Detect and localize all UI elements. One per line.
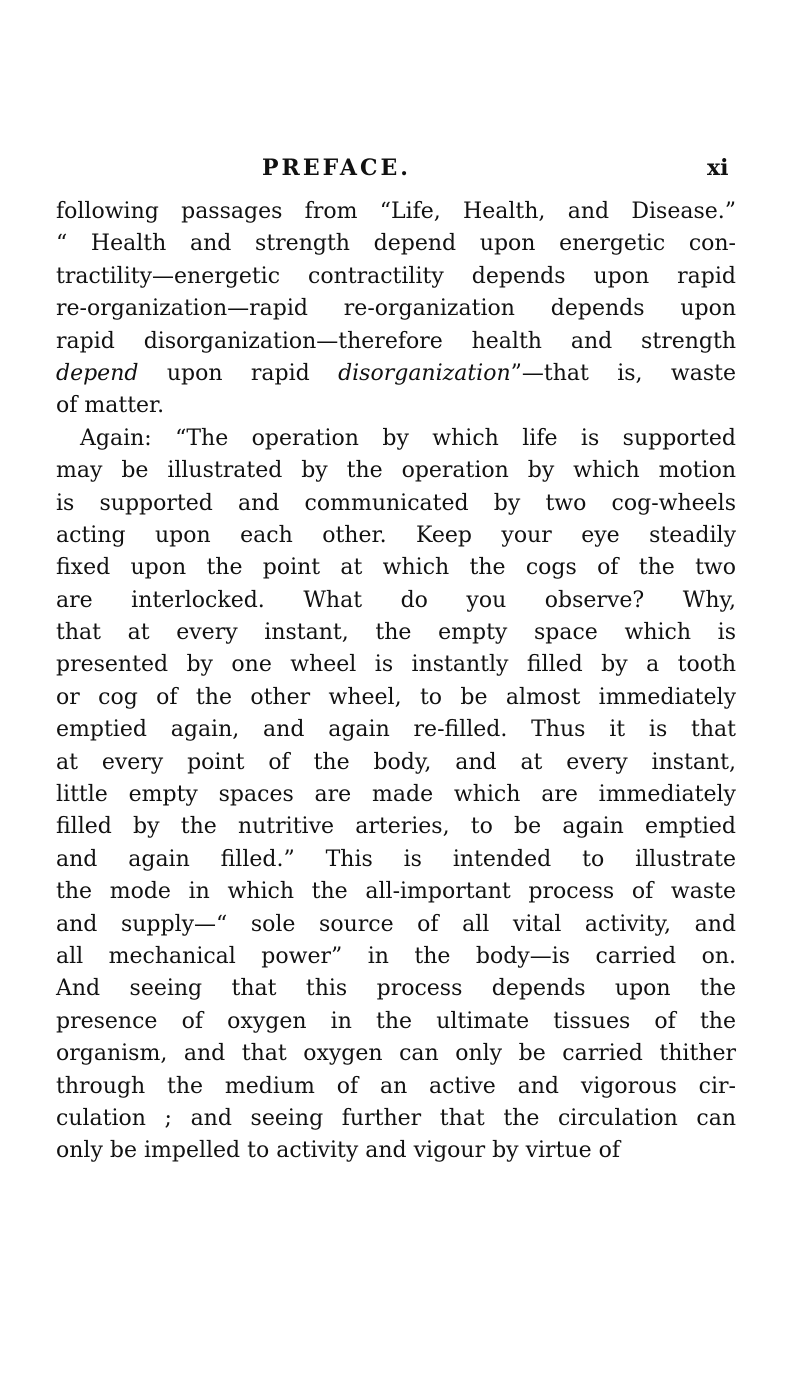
body-text (56, 196, 736, 1168)
text-line (56, 423, 736, 455)
text-line (56, 293, 736, 325)
text-run: presented by one wheel is instantly filled by a tooth (56, 652, 736, 678)
text-run: ”—that is, waste (510, 360, 736, 386)
text-line (56, 585, 736, 617)
text-line (56, 1135, 736, 1167)
text-line (56, 779, 736, 811)
text-run: filled by the nutritive arteries, to be again emptied (56, 814, 736, 840)
text-run: little empty spaces are made which are immediately (56, 782, 736, 808)
text-line (56, 228, 736, 260)
text-run: culation ; and seeing further that the circulation can (56, 1105, 736, 1131)
text-line (56, 1038, 736, 1070)
text-line (56, 844, 736, 876)
text-line (56, 617, 736, 649)
text-line (56, 326, 736, 358)
text-run: only be impelled to activity and vigour by virtue of (56, 1138, 620, 1164)
text-line (56, 390, 736, 422)
text-run: or cog of the other wheel, to be almost immediately (56, 684, 736, 710)
text-line (56, 811, 736, 843)
text-line (56, 714, 736, 746)
text-run: following passages from “Life, Health, and Disease.” (56, 199, 736, 224)
text-run: the mode in which the all-important process of waste (56, 879, 736, 905)
text-line (56, 747, 736, 779)
text-line (56, 1103, 736, 1135)
text-line (56, 261, 736, 293)
text-line (56, 1071, 736, 1103)
text-run: at every point of the body, and at every instant, (56, 749, 736, 775)
text-run: fixed upon the point at which the cogs of the two (56, 555, 736, 581)
text-run: rapid disorganization—therefore health and strength (56, 328, 736, 354)
text-run: of matter. (56, 393, 165, 419)
text-run: upon rapid (138, 360, 339, 386)
page-header (0, 155, 800, 185)
text-line (56, 196, 736, 228)
text-run: tractility—energetic contractility depends upon rapid (56, 263, 736, 289)
italic-text: disorganization (338, 360, 511, 386)
text-run: organism, and that oxygen can only be carried thither (56, 1041, 736, 1067)
text-run: all mechanical power” in the body—is carried on. (56, 943, 736, 969)
text-run: that at every instant, the empty space which is (56, 620, 736, 646)
text-line (56, 909, 736, 941)
text-run: and supply—“ sole source of all vital activity, and (56, 911, 736, 937)
text-line (56, 358, 736, 390)
running-head: PREFACE. (262, 155, 411, 181)
text-line (56, 1006, 736, 1038)
italic-text: depend (56, 360, 139, 386)
text-run: presence of oxygen in the ultimate tissues of the (56, 1008, 736, 1034)
text-line (56, 649, 736, 681)
text-run: emptied again, and again re-filled. Thus it is that (56, 717, 736, 743)
text-line (56, 552, 736, 584)
text-line (56, 973, 736, 1005)
text-run: is supported and communicated by two cog-wheels (56, 490, 736, 516)
text-line (56, 941, 736, 973)
text-run: are interlocked. What do you observe? Why, (56, 587, 736, 613)
text-line (56, 520, 736, 552)
text-run: acting upon each other. Keep your eye steadily (56, 522, 736, 548)
text-run: “ Health and strength depend upon energetic con- (56, 231, 736, 257)
text-line (56, 488, 736, 520)
page-number: xi (707, 155, 729, 181)
text-run: and again filled.” This is intended to illustrate (56, 846, 736, 872)
text-line (56, 876, 736, 908)
text-line (56, 455, 736, 487)
text-run: may be illustrated by the operation by which motion (56, 458, 736, 484)
text-run: through the medium of an active and vigorous cir- (56, 1073, 736, 1099)
text-run: re-organization—rapid re-organization depends upon (56, 296, 736, 322)
text-line (56, 682, 736, 714)
text-run: Again: “The operation by which life is supported (80, 425, 736, 451)
text-run: And seeing that this process depends upon the (56, 976, 736, 1002)
